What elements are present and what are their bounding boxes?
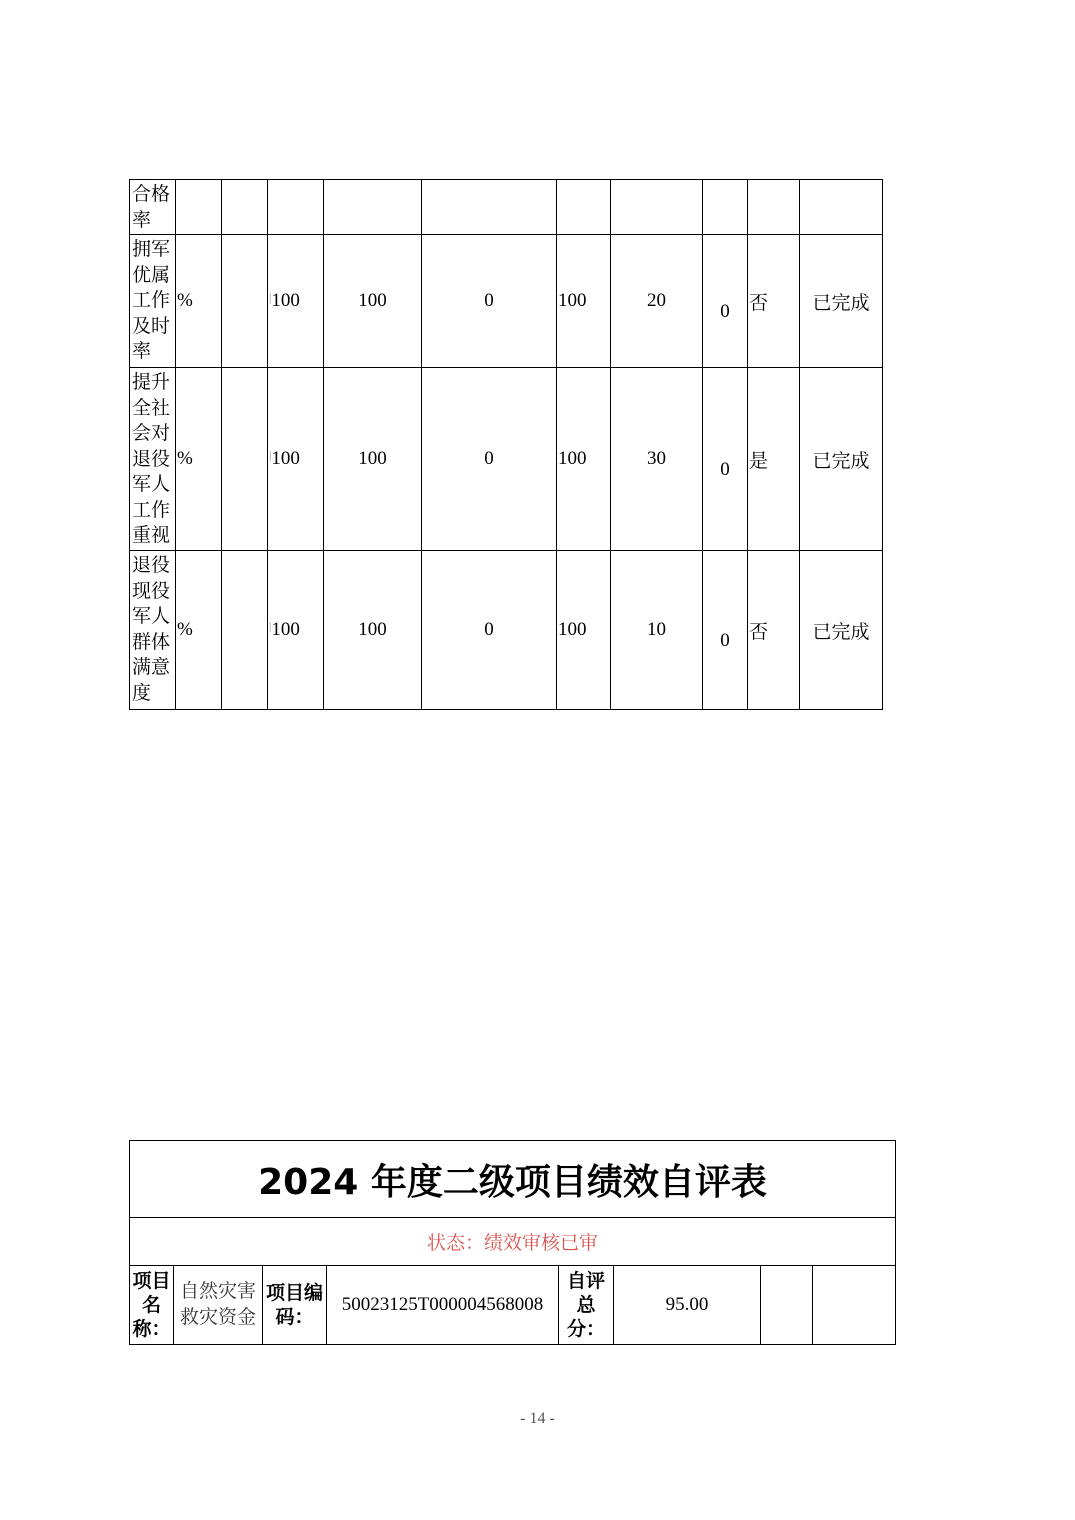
cell — [703, 180, 748, 235]
cell — [268, 551, 324, 710]
cell — [268, 368, 324, 551]
unit-cell: % — [176, 551, 222, 710]
cell-mark: | — [269, 290, 272, 304]
empty-cell — [761, 1266, 813, 1345]
indicator-name: 提升全社会对退役军人工作重视 — [130, 368, 176, 551]
cell: 100 — [324, 368, 422, 551]
value: 100 — [271, 290, 300, 311]
value: 100 — [271, 619, 300, 640]
cell — [324, 180, 422, 235]
cell: 100 — [324, 551, 422, 710]
cell: 是 — [748, 368, 800, 551]
unit-cell: % — [176, 235, 222, 368]
cell-mark: | — [269, 448, 272, 462]
cell: 100 — [557, 235, 611, 368]
table-row — [130, 551, 883, 710]
cell: 10 — [611, 551, 703, 710]
cell — [222, 368, 268, 551]
empty-cell — [813, 1266, 896, 1345]
cell — [557, 180, 611, 235]
table-row — [130, 180, 883, 235]
indicator-table — [129, 179, 883, 710]
cell — [268, 235, 324, 368]
cell: 0 — [703, 235, 748, 368]
project-name-label: 项目名称： — [130, 1266, 174, 1345]
cell: 否 — [748, 235, 800, 368]
indicator-name: 合格率 — [130, 180, 176, 235]
score-label: 自评总分： — [559, 1266, 614, 1345]
status-cell: 已完成 — [800, 551, 883, 710]
cell — [611, 180, 703, 235]
status-cell: 已完成 — [800, 368, 883, 551]
cell: 100 — [324, 235, 422, 368]
cell: 100 — [557, 368, 611, 551]
page-number: - 14 - — [520, 1410, 555, 1427]
project-name-value: 自然灾害救灾资金 — [174, 1266, 263, 1345]
cell: 0 — [422, 551, 557, 710]
status-text: 状态：绩效审核已审 — [130, 1218, 896, 1266]
table-row — [130, 235, 883, 368]
unit-cell — [176, 180, 222, 235]
cell: 100 — [557, 551, 611, 710]
cell — [222, 551, 268, 710]
project-info-row — [130, 1266, 896, 1345]
cell: 20 — [611, 235, 703, 368]
cell: 0 — [703, 368, 748, 551]
evaluation-form — [129, 1140, 896, 1345]
cell: 0 — [422, 235, 557, 368]
table-row — [130, 368, 883, 551]
indicator-name: 退役现役军人群体满意度 — [130, 551, 176, 710]
score-value: 95.00 — [614, 1266, 761, 1345]
cell — [222, 180, 268, 235]
unit-cell: % — [176, 368, 222, 551]
cell — [222, 235, 268, 368]
cell — [268, 180, 324, 235]
project-code-label: 项目编码： — [263, 1266, 327, 1345]
cell — [800, 180, 883, 235]
cell — [422, 180, 557, 235]
status-cell: 已完成 — [800, 235, 883, 368]
value: 100 — [271, 448, 300, 469]
form-title: 2024 年度二级项目绩效自评表 — [130, 1141, 896, 1218]
cell: 30 — [611, 368, 703, 551]
project-code-value: 50023125T000004568008 — [327, 1266, 559, 1345]
cell — [748, 180, 800, 235]
cell: 0 — [422, 368, 557, 551]
cell: 否 — [748, 551, 800, 710]
cell-mark: | — [269, 619, 272, 633]
indicator-name: 拥军优属工作及时率 — [130, 235, 176, 368]
cell: 0 — [703, 551, 748, 710]
